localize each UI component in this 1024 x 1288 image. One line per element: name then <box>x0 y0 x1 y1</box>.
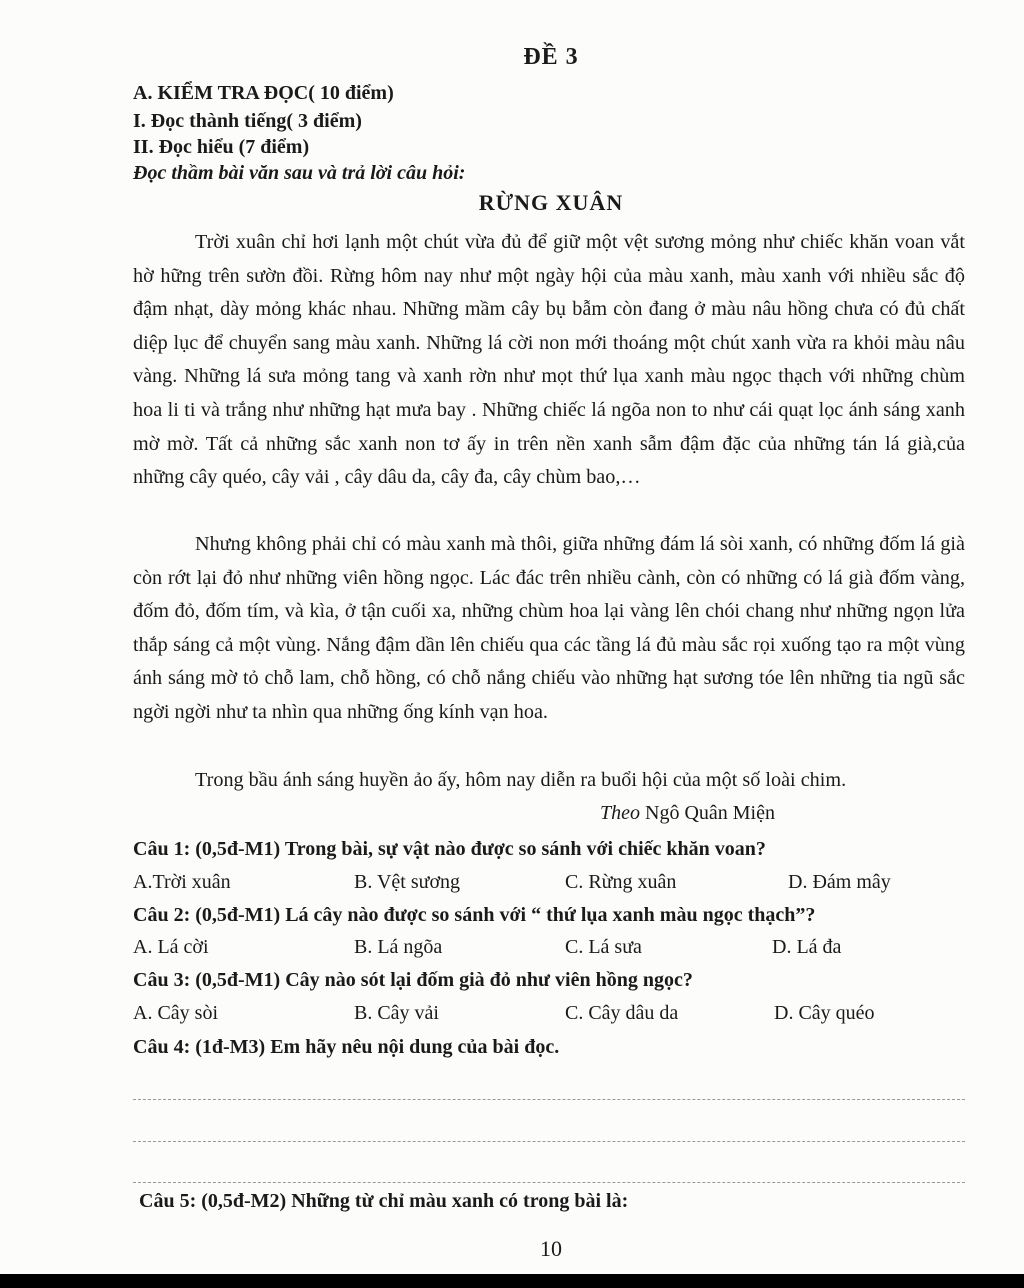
q1-option-a: A.Trời xuân <box>133 871 231 893</box>
story-paragraph: Trời xuân chỉ hơi lạnh một chút vừa đủ để giữ một vệt sương mỏng như chiếc khăn voan vắt hờ hững trên sườn đồi. Rừng hôm nay như một ngày hội của màu xanh, màu xanh với nhiều sắc độ đậm nhạt, dày mỏng khác nhau. Những mầm cây bụ bẫm còn đang ở màu nâu hồng chưa có đủ chất diệp lục để chuyển sang màu xanh. Những lá cời non mới thoáng một chút xanh vừa ra khỏi màu nâu vàng. Những lá sưa mỏng tang và xanh rờn như mọt thứ lụa xanh màu ngọc thạch với những chùm hoa li ti và trắng như những hạt mưa bay . Những chiếc lá ngõa non to như cái quạt lọc ánh sáng xanh mờ mờ. Tất cả những sắc xanh non tơ ấy in trên nền xanh sẫm đậm đặc của những tán lá già,của những cây quéo, cây vải , cây dâu da, cây đa, cây chùm bao,… <box>133 231 965 489</box>
question-text: (0,5đ-M1) Cây nào sót lại đốm già đỏ như viên hồng ngọc? <box>190 969 693 991</box>
question-label: Câu 1: <box>133 838 191 860</box>
question-label: Câu 4: <box>133 1036 191 1058</box>
question-label: Câu 2: <box>133 904 191 926</box>
question-label: Câu 5: <box>139 1190 197 1212</box>
question-3 <box>133 969 693 992</box>
section-2-heading: II. Đọc hiểu (7 điểm) <box>133 136 310 158</box>
question-text: (0,5đ-M1) Trong bài, sự vật nào được so sánh với chiếc khăn voan? <box>190 838 766 860</box>
exam-title: ĐỀ 3 <box>523 44 579 70</box>
q2-option-d: D. Lá đa <box>772 936 842 958</box>
question-label: Câu 3: <box>133 969 191 991</box>
story-paragraph: Nhưng không phải chỉ có màu xanh mà thôi, giữa những đám lá sòi xanh, có những đốm lá già còn rớt lại đỏ như những viên hồng ngọc. Lác đác trên nhiều cành, còn có những có lá già đốm vàng, đốm đỏ, đốm tím, và kìa, ở tận cuối xa, những chùm hoa lại vàng lên chói chang như những ngọn lửa thắp sáng cả một vùng. Nắng đậm dần lên chiếu qua các tầng lá đủ màu sắc rọi xuống tạo ra một vùng ánh sáng mờ tỏ chỗ lam, chỗ hồng, có chỗ nắng chiếu vào những hạt sương tóe lên những tia ngũ sắc ngời ngời như ta nhìn qua những ống kính vạn hoa. <box>133 533 965 723</box>
q2-option-a: A. Lá cời <box>133 936 209 958</box>
answer-line <box>133 1141 965 1142</box>
q3-option-a: A. Cây sòi <box>133 1002 218 1024</box>
question-text: (0,5đ-M2) Những từ chỉ màu xanh có trong bài là: <box>196 1190 629 1212</box>
bottom-bar <box>0 1274 1024 1288</box>
section-a-heading: A. KIỂM TRA ĐỌC( 10 điểm) <box>133 82 394 104</box>
story-title: RỪNG XUÂN <box>478 190 624 215</box>
section-1-heading: I. Đọc thành tiếng( 3 điểm) <box>133 110 362 132</box>
q1-option-d: D. Đám mây <box>788 871 891 893</box>
question-4 <box>133 1036 559 1059</box>
q1-option-b: B. Vệt sương <box>354 871 461 893</box>
q2-option-b: B. Lá ngõa <box>354 936 443 958</box>
q3-option-d: D. Cây quéo <box>774 1002 875 1024</box>
story-author <box>600 802 775 825</box>
author-prefix: Theo <box>600 802 640 824</box>
reading-instruction: Đọc thầm bài văn sau và trả lời câu hỏi: <box>133 162 466 184</box>
story-paragraph: Trong bầu ánh sáng huyền ảo ấy, hôm nay diễn ra buổi hội của một số loài chim. <box>195 769 847 791</box>
page-number: 10 <box>540 1236 562 1261</box>
question-2 <box>133 904 815 927</box>
author-name: Ngô Quân Miện <box>640 802 775 824</box>
question-5 <box>139 1190 628 1213</box>
q2-option-c: C. Lá sưa <box>565 936 642 958</box>
answer-line <box>133 1182 965 1183</box>
question-text: (0,5đ-M1) Lá cây nào được so sánh với “ thứ lụa xanh màu ngọc thạch”? <box>190 904 816 926</box>
question-1 <box>133 838 766 861</box>
question-text: (1đ-M3) Em hãy nêu nội dung của bài đọc. <box>190 1036 560 1058</box>
q1-option-c: C. Rừng xuân <box>565 871 677 893</box>
q3-option-c: C. Cây dâu da <box>565 1002 679 1024</box>
answer-line <box>133 1099 965 1100</box>
q3-option-b: B. Cây vải <box>354 1002 439 1024</box>
